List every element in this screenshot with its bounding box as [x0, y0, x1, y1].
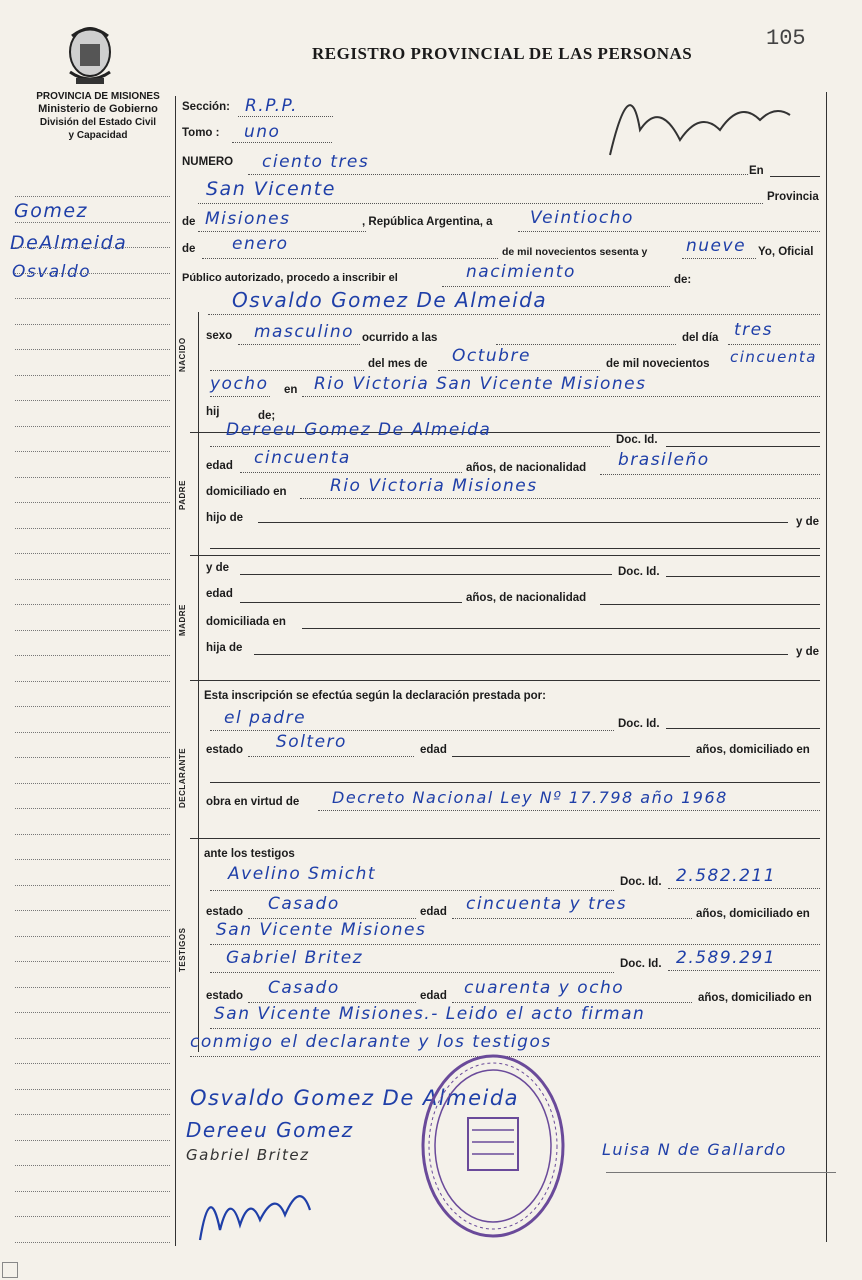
section-madre: MADRE — [178, 604, 187, 636]
margin-line — [15, 349, 170, 350]
margin-line — [15, 1012, 170, 1013]
label-testigo2-domicilio: años, domiciliado en — [698, 992, 812, 1004]
value-numero: ciento tres — [262, 152, 370, 172]
section-padre: PADRE — [178, 480, 187, 510]
margin-given-name: Osvaldo — [12, 262, 92, 282]
line-sexo — [238, 344, 360, 345]
margin-line — [15, 502, 170, 503]
value-testigo1-edad: cincuenta y tres — [466, 894, 628, 914]
line-declarante — [210, 730, 614, 731]
value-provincia: Misiones — [205, 209, 291, 229]
margin-line — [15, 1140, 170, 1141]
value-lugar: San Vicente — [206, 178, 336, 200]
line-anio — [682, 258, 756, 259]
label-hij: hij — [206, 406, 220, 418]
margin-line — [15, 222, 170, 223]
margin-line — [15, 885, 170, 886]
capacity-line: y Capacidad — [68, 130, 128, 141]
value-seccion: R.P.P. — [245, 96, 298, 116]
line-padre-edad — [240, 472, 462, 473]
line-testigo1-dom — [210, 944, 820, 945]
value-tomo: uno — [244, 122, 281, 142]
label-testigo2-estado: estado — [206, 990, 244, 1002]
value-padre-nombre: Dereeu Gomez De Almeida — [226, 420, 492, 440]
margin-line — [15, 1114, 170, 1115]
line-tomo — [232, 142, 332, 143]
line-testigo1-edad — [452, 918, 692, 919]
label-en-lugar: en — [284, 384, 298, 396]
line-testigo1-estado — [248, 918, 416, 919]
value-declarante: el padre — [224, 708, 307, 728]
line-acto — [442, 286, 670, 287]
label-republica: , República Argentina, a — [362, 216, 493, 228]
margin-line — [15, 1242, 170, 1243]
label-declarante-doc: Doc. Id. — [618, 718, 660, 730]
line-seccion — [238, 116, 333, 117]
label-declarante-edad: edad — [420, 744, 447, 756]
label-padre-domicilio: domiciliado en — [206, 486, 287, 498]
label-padre-doc: Doc. Id. — [616, 434, 658, 446]
line-padre-doc — [666, 446, 820, 447]
division-line: División del Estado Civil — [39, 117, 157, 128]
margin-line — [15, 196, 170, 197]
label-ocurrido: ocurrido a las — [362, 332, 438, 344]
line-dia-nac — [728, 344, 820, 345]
margin-line — [15, 477, 170, 478]
ministry-line: Ministerio de Gobierno — [38, 103, 158, 115]
value-testigo2-dom: San Vicente Misiones.- Leido el acto firman — [214, 1004, 646, 1024]
province-header — [18, 90, 178, 142]
line-madre-nacionalidad — [600, 604, 820, 605]
value-testigo2-doc: 2.589.291 — [676, 948, 777, 968]
page-number: 105 — [766, 26, 806, 51]
margin-line — [15, 528, 170, 529]
line-firma-oficial — [606, 1172, 836, 1173]
label-declarante-domicilio: años, domiciliado en — [696, 744, 810, 756]
value-padre-edad: cincuenta — [254, 448, 351, 468]
line-testigo1 — [210, 890, 614, 891]
label-madre-edad: edad — [206, 588, 233, 600]
label-y-de: y de — [796, 516, 820, 528]
line-provincia — [198, 231, 366, 232]
line-nombre — [208, 314, 820, 315]
divider-declarante — [190, 680, 820, 681]
line-mes — [202, 258, 498, 259]
line-numero — [248, 174, 748, 175]
margin-line — [15, 783, 170, 784]
value-anio-nac-2: yocho — [210, 374, 269, 394]
margin-line — [15, 400, 170, 401]
label-madre-y-de: y de — [206, 562, 230, 574]
label-inscripcion: Esta inscripción se efectúa según la declaración prestada por: — [204, 690, 546, 702]
label-testigo1-estado: estado — [206, 906, 244, 918]
margin-line — [15, 553, 170, 554]
label-tomo: Tomo : — [182, 127, 220, 139]
line-testigo2 — [210, 972, 614, 973]
margin-line — [15, 273, 170, 274]
line-declarante-estado — [248, 756, 414, 757]
label-hija-de: hija de — [206, 642, 243, 654]
margin-line — [15, 681, 170, 682]
right-border — [826, 92, 827, 1242]
line-lugar-nac — [302, 396, 820, 397]
value-testigo1-estado: Casado — [268, 894, 340, 914]
label-madre-y-de-end: y de — [796, 646, 820, 658]
line-declarante-edad — [452, 756, 690, 757]
line-hora — [496, 344, 676, 345]
label-seccion: Sección: — [182, 101, 230, 113]
value-testigo2-edad: cuarenta y ocho — [464, 978, 625, 998]
line-testigo2-edad — [452, 1002, 692, 1003]
signature-testigo2: Gabriel Britez — [186, 1146, 310, 1164]
label-padre-edad: edad — [206, 460, 233, 472]
margin-line — [15, 1216, 170, 1217]
signature-oficial: Luisa N de Gallardo — [602, 1140, 787, 1159]
line-testigo2-dom — [210, 1028, 820, 1029]
margin-line — [15, 451, 170, 452]
line-obra — [318, 810, 820, 811]
divider-testigos — [190, 838, 820, 839]
label-testigo2-doc: Doc. Id. — [620, 958, 662, 970]
margin-line — [15, 732, 170, 733]
label-del-dia: del día — [682, 332, 719, 344]
line-padre-nacionalidad — [600, 474, 820, 475]
value-cierre: conmigo el declarante y los testigos — [190, 1032, 552, 1052]
label-testigo1-domicilio: años, domiciliado en — [696, 908, 810, 920]
line-mes-nac — [438, 370, 600, 371]
line-en — [770, 176, 820, 177]
line-madre-domicilio — [302, 628, 820, 629]
line-dia — [518, 231, 820, 232]
label-mil-nov: de mil novecientos — [606, 358, 710, 370]
margin-line — [15, 987, 170, 988]
margin-line — [15, 706, 170, 707]
margin-line — [15, 324, 170, 325]
section-testigos: TESTIGOS — [178, 927, 187, 972]
label-yo-oficial: Yo, Oficial — [758, 246, 814, 258]
label-madre-domicilio: domiciliada en — [206, 616, 286, 628]
value-obra: Decreto Nacional Ley Nº 17.798 año 1968 — [332, 788, 728, 807]
divider-madre — [190, 555, 820, 556]
value-acto: nacimiento — [466, 262, 576, 282]
margin-line — [15, 1038, 170, 1039]
label-hijo-de: hijo de — [206, 512, 244, 524]
label-ante: ante los testigos — [204, 848, 295, 860]
label-mil-sesenta: de mil novecientos sesenta y — [502, 246, 648, 258]
value-anio-nac-1: cincuenta — [730, 348, 817, 366]
margin-line — [15, 961, 170, 962]
label-de: de — [182, 216, 196, 228]
value-padre-domicilio: Rio Victoria Misiones — [330, 476, 538, 496]
value-nombre: Osvaldo Gomez De Almeida — [232, 288, 548, 312]
line-madre-nombre — [240, 574, 612, 575]
line-anio-nac-2 — [210, 396, 270, 397]
value-anio: nueve — [686, 236, 747, 256]
margin-line — [15, 247, 170, 248]
line-madre-edad — [240, 602, 462, 603]
value-testigo2-estado: Casado — [268, 978, 340, 998]
label-del-mes: del mes de — [368, 358, 428, 370]
line-padre-nombre — [210, 446, 610, 447]
line-declarante-doc — [666, 728, 820, 729]
value-declarante-estado: Soltero — [276, 732, 347, 752]
margin-line — [15, 375, 170, 376]
line-madre-doc — [666, 576, 820, 577]
signature-padre: Dereeu Gomez — [186, 1118, 354, 1142]
label-declarante-estado: estado — [206, 744, 244, 756]
official-signature-top — [600, 70, 800, 165]
label-de-colon: de: — [674, 274, 692, 286]
section-nacido: NACIDO — [178, 337, 187, 372]
value-mes: enero — [232, 234, 289, 254]
margin-line — [15, 604, 170, 605]
label-padre-nacionalidad: años, de nacionalidad — [466, 462, 587, 474]
margin-line — [15, 630, 170, 631]
margin-line — [15, 298, 170, 299]
signature-declarante: Osvaldo Gomez De Almeida — [190, 1086, 520, 1110]
label-de-semi: de; — [258, 410, 276, 422]
signature-testigo1 — [190, 1170, 330, 1250]
margin-line — [15, 655, 170, 656]
label-publico: Público autorizado, procedo a inscribir el — [182, 272, 398, 284]
margin-line — [15, 1063, 170, 1064]
margin-line — [15, 1089, 170, 1090]
label-obra: obra en virtud de — [206, 796, 300, 808]
value-testigo1-doc: 2.582.211 — [676, 866, 777, 886]
value-mes-nac: Octubre — [452, 346, 531, 366]
value-dia-nac: tres — [734, 320, 773, 340]
line-testigo2-doc — [668, 970, 820, 971]
document-title: REGISTRO PROVINCIAL DE LAS PERSONAS — [312, 44, 693, 63]
line-testigo2-estado — [248, 1002, 416, 1003]
label-en: En — [749, 165, 764, 177]
label-testigo1-doc: Doc. Id. — [620, 876, 662, 888]
label-provincia: Provincia — [767, 191, 819, 203]
province-line: PROVINCIA DE MISIONES — [36, 91, 160, 102]
official-seal-icon — [418, 1050, 568, 1242]
margin-line — [15, 936, 170, 937]
section-bar — [198, 312, 199, 1052]
section-declarante: DECLARANTE — [178, 747, 187, 808]
label-madre-doc: Doc. Id. — [618, 566, 660, 578]
label-madre-nacionalidad: años, de nacionalidad — [466, 592, 587, 604]
value-sexo: masculino — [254, 322, 355, 342]
margin-line — [15, 1191, 170, 1192]
scanner-icon — [2, 1262, 18, 1278]
label-de-mes: de — [182, 243, 196, 255]
value-padre-nacionalidad: brasileño — [618, 450, 710, 470]
margin-surname-2: DeAlmeida — [10, 232, 128, 254]
value-testigo2: Gabriel Britez — [226, 948, 364, 968]
margin-line — [15, 579, 170, 580]
label-sexo: sexo — [206, 330, 233, 342]
label-testigo1-edad: edad — [420, 906, 447, 918]
line-lugar — [198, 203, 763, 204]
margin-line — [15, 808, 170, 809]
line-declarante-domicilio — [210, 782, 820, 783]
margin-line — [15, 859, 170, 860]
line-hija-de — [254, 654, 788, 655]
value-testigo1: Avelino Smicht — [228, 864, 377, 884]
line-hijo-de — [258, 522, 788, 523]
label-numero: NUMERO — [182, 156, 234, 168]
value-lugar-nac: Rio Victoria San Vicente Misiones — [314, 374, 647, 394]
margin-divider — [175, 96, 176, 1246]
margin-surname-1: Gomez — [14, 200, 89, 222]
margin-line — [15, 834, 170, 835]
margin-line — [15, 1165, 170, 1166]
margin-line — [15, 426, 170, 427]
margin-line — [15, 757, 170, 758]
value-dia: Veintiocho — [530, 208, 634, 228]
line-testigo1-doc — [668, 888, 820, 889]
value-testigo1-dom: San Vicente Misiones — [216, 920, 427, 940]
margin-line — [15, 910, 170, 911]
line-padre-extra — [210, 548, 820, 549]
line-padre-domicilio — [300, 498, 820, 499]
line-blank-mes — [210, 370, 364, 371]
label-testigo2-edad: edad — [420, 990, 447, 1002]
coat-of-arms-icon — [62, 22, 118, 88]
